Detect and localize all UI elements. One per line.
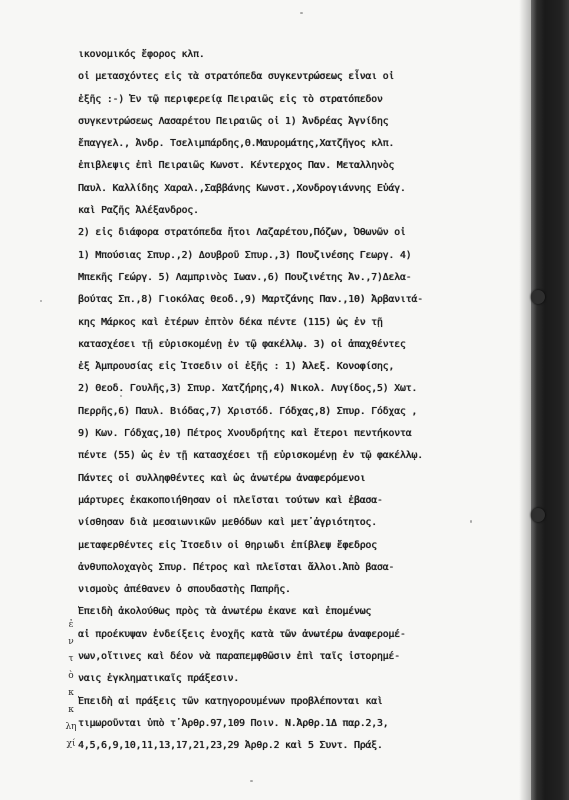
text-line-31: τιμωροῦνται ὑπὸ τ᾽Ἀρθρ.97,109 Ποιν. Ν.Ἀρθρ.1Δ παρ.2,3, <box>78 717 389 729</box>
text-line-32: 4,5,6,9,10,11,13,17,21,23,29 Ἀρθρ.2 καὶ 5 Συντ. Πράξ. <box>78 740 383 752</box>
text-line-17: Περρῆς,6) Παυλ. Βιόδας,7) Χριστόδ. Γόδχας,8) Σπυρ. Γόδχας , <box>78 405 418 417</box>
scan-speck <box>470 520 472 523</box>
text-line-5: ἔπαγγελ., Ἀνδρ. Τσελιμπάρδης,Θ.Μαυρομάτης,Χατζῆγος κλπ. <box>78 138 395 150</box>
text-line-16: 2) Θεοδ. Γουλῆς,3) Σπυρ. Χατζήρης,4) Νικολ. Λυγίδος,5) Χωτ. <box>78 383 418 395</box>
scan-binding-edge <box>531 0 569 800</box>
margin-note: χί <box>66 739 76 749</box>
text-line-11: Μπεκῆς Γεώργ. 5) Λαμπρινὸς Ιωαν.,6) Πουζινέτης Ἀν.,7)Δελα- <box>78 271 412 283</box>
text-line-22: νίσθησαν διὰ μεσαιωνικῶν μεθόδων καὶ μετ᾽ἀγριότητος. <box>78 517 377 529</box>
punch-hole <box>531 508 545 522</box>
binding-shadow <box>519 0 531 800</box>
text-line-20: Πάντες οἱ συλληφθέντες καὶ ὡς ἀνωτέρω ἀναφερόμενοι <box>78 472 366 484</box>
text-line-30: Ἐπειδὴ αἱ πράξεις τῶν κατηγορουμένων προβλέπονται καὶ <box>78 695 383 707</box>
margin-note: ἐ <box>68 620 74 630</box>
text-line-6: ἐπιβλεψις ἐπὶ Πειραιῶς Κωνστ. Κέντερχος Παν. Μεταλληνὸς <box>78 160 395 172</box>
text-line-23: μεταφερθέντες εἰς Ἰτσεδιν οἱ θηριωδι ἐπίβλεψ ἔφεδρος <box>78 539 377 551</box>
text-line-7: Παυλ. Καλλίδης Χαραλ.,Σαββάνης Κωνστ.,Χονδρογιάννης Εὐάγ. <box>78 182 406 194</box>
text-line-27: αἱ προέκυψαν ἐνδείξεις ἐνοχῆς κατὰ τῶν ἀνωτέρω ἀναφερομέ- <box>78 628 406 640</box>
margin-note: κ <box>68 688 74 698</box>
text-line-1: ικονομικός ἔφορος κλπ. <box>78 49 205 60</box>
text-line-3: ἑξῆς :-) Ἐν τῷ περιφερείᾳ Πειραιῶς εἰς τὸ στρατόπεδον <box>78 93 383 105</box>
text-line-24: ἀνθυπολοχαγὸς Σπυρ. Πέτρος καὶ πλεῖσται ἄλλοι.Ἀπὸ βασα- <box>78 561 395 573</box>
text-line-26: Ἐπειδὴ ἀκολούθως πρὸς τὰ ἀνωτέρω ἐκανε καὶ ἐπομένως <box>78 606 372 618</box>
document-body <box>78 44 518 758</box>
text-line-18: 9) Κων. Γόδχας,10) Πέτρος Χνουδρήτης καὶ ἕτεροι πεντήκοντα <box>78 428 412 440</box>
text-line-28: νων,οἵτινες καὶ δέον νὰ παραπεμφθῶσιν ἐπὶ ταῖς ἰστορημέ- <box>78 651 400 663</box>
text-line-25: νισμοὺς ἀπέθανεν ὁ σπουδαστὴς Παπρῆς. <box>78 584 291 596</box>
text-line-4: συγκεντρώσεως Λασαρέτου Πειραιῶς οἱ 1) Ἀνδρέας Ἀγνίδης <box>78 115 389 127</box>
text-line-8: καὶ Ραζῆς Ἀλέξανδρος. <box>78 205 199 217</box>
scan-speck <box>300 12 303 14</box>
text-line-29: ναις ἐγκληματικαῖς πράξεσιν. <box>78 673 239 685</box>
margin-note: ὸ <box>68 671 74 681</box>
text-line-9: 2) εἰς διάφορα στρατόπεδα ἤτοι Λαζαρέτου,Πόζων, Ὀθωνῶν οἱ <box>78 227 406 239</box>
scan-speck <box>250 780 253 782</box>
margin-note: κ <box>68 705 74 715</box>
text-line-19: πέντε (55) ὡς ἐν τῇ κατασχέσει τῇ εὑρισκομένῃ ἐν τῷ φακέλλῳ. <box>78 450 423 462</box>
margin-note: ν <box>68 637 74 647</box>
text-line-15: ἐξ Ἀμπρουσίας εἰς Ἰτσεδιν οἱ ἑξῆς : 1) Ἀλεξ. Κονοφίσης, <box>78 361 395 373</box>
scan-speck <box>120 395 122 397</box>
left-margin-notes <box>64 617 78 753</box>
scan-speck <box>40 300 42 302</box>
text-line-14: κατασχέσει τῇ εὑρισκομένῃ ἐν τῷ φακέλλῳ. 3) οἱ ἀπαχθέντες <box>78 338 406 350</box>
text-line-21: μάρτυρες ἐκακοποιήθησαν οἱ πλεῖσται τούτων καὶ ἐβασα- <box>78 494 383 506</box>
punch-hole <box>531 290 545 304</box>
text-line-10: 1) Μπούσιας Σπυρ.,2) Δουβροῦ Σπυρ.,3) Πουζινέσης Γεωργ. 4) <box>78 249 412 261</box>
text-line-13: κης Μάρκος καὶ ἑτέρων ἑπτὸν δέκα πέντε (115) ὡς ἐν τῇ <box>78 316 383 328</box>
text-line-2: οἱ μετασχόντες εἰς τὰ στρατόπεδα συγκεντρώσεως εἶναι οἱ <box>78 71 395 83</box>
margin-note: λη <box>65 722 77 732</box>
text-line-12: βούτας Σπ.,8) Γιοκόλας Θεοδ.,9) Μαρτζάνης Παν.,10) Ἀρβανιτά- <box>78 294 423 306</box>
margin-note: τ <box>68 654 74 664</box>
